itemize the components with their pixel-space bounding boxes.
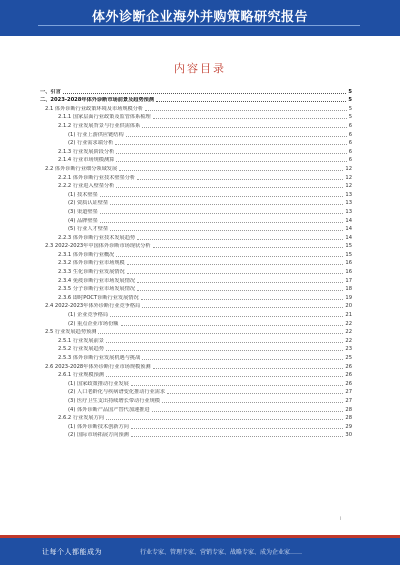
toc-entry-page: 6 bbox=[348, 122, 352, 129]
toc-entry[interactable] bbox=[40, 361, 352, 370]
toc-entry-label: 2.1.1 国家层面行业政策及监管体系梳理 bbox=[58, 114, 151, 121]
toc-leader-dots bbox=[142, 307, 343, 308]
page-marker: i bbox=[340, 516, 342, 522]
toc-leader-dots bbox=[137, 282, 343, 283]
toc-entry-page: 27 bbox=[345, 397, 352, 404]
toc-entry-page: 13 bbox=[345, 191, 352, 198]
toc-entry-page: 26 bbox=[345, 363, 352, 370]
toc-entry[interactable] bbox=[40, 155, 352, 164]
toc-leader-dots bbox=[116, 256, 343, 257]
toc-entry-page: 15 bbox=[345, 251, 352, 258]
toc-entry-page: 22 bbox=[345, 320, 352, 327]
toc-entry[interactable] bbox=[40, 327, 352, 336]
toc-leader-dots bbox=[131, 436, 344, 437]
toc-entry-label: 2.2 体外诊断行业细分领域发展 bbox=[45, 165, 118, 172]
toc-leader-dots bbox=[110, 316, 343, 317]
toc-entry-label: (3) 渠道壁垒 bbox=[68, 208, 98, 215]
toc-entry-label: (3) 医疗卫生支出持续增长带动行业规模 bbox=[68, 397, 160, 404]
toc-leader-dots bbox=[153, 247, 344, 248]
toc-entry-label: 2.6.1 行业规模预测 bbox=[58, 372, 104, 379]
toc-entry-page: 16 bbox=[345, 269, 352, 276]
toc-entry-page: 15 bbox=[345, 243, 352, 250]
toc-entry[interactable] bbox=[40, 275, 352, 284]
toc-entry-label: (1) 体外诊断技术创新方向 bbox=[68, 423, 129, 430]
toc-entry[interactable] bbox=[40, 370, 352, 379]
toc-entry-page: 13 bbox=[345, 208, 352, 215]
toc-entry[interactable] bbox=[40, 249, 352, 258]
toc-leader-dots bbox=[121, 325, 344, 326]
toc-leader-dots bbox=[63, 93, 347, 94]
toc-leader-dots bbox=[100, 222, 344, 223]
toc-entry-label: (2) 资质认证壁垒 bbox=[68, 200, 109, 207]
toc-entry[interactable] bbox=[40, 198, 352, 207]
toc-entry-label: (5) 行业人才壁垒 bbox=[68, 226, 109, 233]
toc-entry[interactable] bbox=[40, 387, 352, 396]
toc-entry-page: 28 bbox=[345, 406, 352, 413]
toc-leader-dots bbox=[153, 118, 347, 119]
toc-entry-label: 2.2.2 行业进入壁垒分析 bbox=[58, 183, 115, 190]
toc-entry-label: (1) 企业竞争格局 bbox=[68, 312, 109, 319]
toc-entry[interactable] bbox=[40, 378, 352, 387]
toc-leader-dots bbox=[110, 204, 343, 205]
toc-entry[interactable] bbox=[40, 120, 352, 129]
toc-heading: 内容目录 bbox=[174, 62, 226, 75]
toc-leader-dots bbox=[98, 333, 343, 334]
footer-accent-bar bbox=[0, 535, 400, 538]
toc-entry-page: 30 bbox=[345, 432, 352, 439]
toc-entry-page: 27 bbox=[345, 389, 352, 396]
toc-leader-dots bbox=[106, 419, 343, 420]
toc-entry[interactable] bbox=[40, 181, 352, 190]
report-title: 体外诊断企业海外并购策略研究报告 bbox=[91, 10, 308, 25]
toc-entry-page: 17 bbox=[345, 277, 352, 284]
toc-leader-dots bbox=[106, 342, 343, 343]
toc-leader-dots bbox=[137, 179, 343, 180]
toc-entry-page: 22 bbox=[345, 329, 352, 336]
table-of-contents bbox=[40, 86, 352, 506]
toc-leader-dots bbox=[131, 428, 344, 429]
toc-entry-label: (1) 技术壁垒 bbox=[68, 191, 98, 198]
toc-entry[interactable] bbox=[40, 421, 352, 430]
toc-entry-page: 6 bbox=[348, 131, 352, 138]
toc-leader-dots bbox=[141, 299, 344, 300]
toc-leader-dots bbox=[119, 170, 343, 171]
toc-leader-dots bbox=[116, 153, 346, 154]
toc-entry[interactable] bbox=[40, 138, 352, 147]
toc-entry-page: 12 bbox=[345, 165, 352, 172]
toc-entry-label: 2.6 2023-2028年体外诊断行业市场规模预测 bbox=[45, 363, 151, 370]
toc-entry-page: 12 bbox=[345, 183, 352, 190]
toc-entry[interactable] bbox=[40, 430, 352, 439]
toc-entry-page: 26 bbox=[345, 372, 352, 379]
toc-entry-page: 16 bbox=[345, 260, 352, 267]
toc-entry-label: 2.3.4 免疫诊断行业市场发展情况 bbox=[58, 277, 136, 284]
toc-leader-dots bbox=[137, 290, 343, 291]
toc-entry-label: 2.3.3 生化诊断行业发展情况 bbox=[58, 269, 125, 276]
toc-leader-dots bbox=[106, 350, 343, 351]
toc-entry-label: 2.1.4 行业市场规模测算 bbox=[58, 157, 115, 164]
toc-entry-label: 一、引言 bbox=[40, 88, 61, 95]
toc-entry-label: 2.1.2 行业发展背景与行业供需体系 bbox=[58, 122, 141, 129]
toc-leader-dots bbox=[145, 110, 347, 111]
toc-leader-dots bbox=[137, 239, 343, 240]
toc-entry-label: 2.2.3 体外诊断行业技术发展趋势 bbox=[58, 234, 136, 241]
toc-entry[interactable] bbox=[40, 258, 352, 267]
toc-entry-label: 2.3.2 体外诊断行业市场规模 bbox=[58, 260, 125, 267]
toc-entry-label: (4) 体外诊断产品国产替代加速推进 bbox=[68, 406, 150, 413]
toc-entry[interactable] bbox=[40, 172, 352, 181]
toc-entry[interactable] bbox=[40, 215, 352, 224]
toc-entry[interactable] bbox=[40, 309, 352, 318]
toc-entry[interactable] bbox=[40, 189, 352, 198]
toc-entry-page: 14 bbox=[345, 226, 352, 233]
toc-entry-label: 2.1 体外诊断行业政策环境及市场规模分析 bbox=[45, 105, 144, 112]
toc-entry-page: 6 bbox=[348, 148, 352, 155]
toc-entry-page: 22 bbox=[345, 337, 352, 344]
toc-leader-dots bbox=[100, 196, 344, 197]
toc-entry-page: 21 bbox=[345, 312, 352, 319]
toc-leader-dots bbox=[142, 359, 343, 360]
toc-entry[interactable] bbox=[40, 352, 352, 361]
toc-leader-dots bbox=[153, 368, 344, 369]
toc-entry-label: 2.4 2022-2023年体外诊断行业竞争格局 bbox=[45, 303, 141, 310]
toc-leader-dots bbox=[127, 273, 344, 274]
toc-entry-label: 2.5.1 行业发展前景 bbox=[58, 337, 104, 344]
toc-entry[interactable] bbox=[40, 206, 352, 215]
toc-entry-page: 26 bbox=[345, 380, 352, 387]
toc-leader-dots bbox=[152, 411, 344, 412]
toc-leader-dots bbox=[167, 393, 343, 394]
toc-entry-label: 2.5 行业发展趋势预测 bbox=[45, 329, 97, 336]
toc-entry-label: 2.2.1 体外诊断行业技术壁垒分析 bbox=[58, 174, 136, 181]
toc-leader-dots bbox=[106, 376, 343, 377]
toc-entry[interactable] bbox=[40, 86, 352, 95]
toc-entry-page: 5 bbox=[348, 105, 352, 112]
toc-entry-page: 5 bbox=[348, 97, 352, 104]
toc-leader-dots bbox=[110, 230, 343, 231]
footer-slogan: 让每个人都能成为 bbox=[42, 548, 102, 556]
toc-entry-label: 2.1.3 行业发展阶段分析 bbox=[58, 148, 115, 155]
toc-leader-dots bbox=[142, 127, 346, 128]
toc-entry-label: (2) 行业需求端分析 bbox=[68, 140, 114, 147]
toc-leader-dots bbox=[162, 402, 343, 403]
toc-leader-dots bbox=[100, 213, 344, 214]
toc-entry[interactable] bbox=[40, 241, 352, 250]
toc-entry-label: (1) 行业上游供应链结构 bbox=[68, 131, 124, 138]
toc-entry-page: 25 bbox=[345, 355, 352, 361]
toc-leader-dots bbox=[127, 264, 344, 265]
toc-entry[interactable] bbox=[40, 224, 352, 233]
toc-entry-page: 18 bbox=[345, 286, 352, 293]
toc-entry-label: 2.3 2022-2023年中国体外诊断市场现状分析 bbox=[45, 243, 151, 250]
toc-entry-page: 28 bbox=[345, 415, 352, 422]
toc-entry[interactable] bbox=[40, 395, 352, 404]
toc-entry[interactable] bbox=[40, 112, 352, 121]
toc-entry-label: 2.3.6 即时POCT诊断行业发展情况 bbox=[58, 294, 139, 301]
toc-entry-page: 23 bbox=[345, 346, 352, 353]
toc-entry[interactable] bbox=[40, 413, 352, 422]
toc-entry[interactable] bbox=[40, 284, 352, 293]
toc-entry-page: 6 bbox=[348, 157, 352, 164]
toc-entry[interactable] bbox=[40, 232, 352, 241]
toc-entry-label: 2.5.3 体外诊断行业发展机遇与挑战 bbox=[58, 355, 141, 361]
toc-leader-dots bbox=[126, 136, 347, 137]
toc-entry-label: (2) 重点企业市场份额 bbox=[68, 320, 119, 327]
toc-entry[interactable] bbox=[40, 95, 352, 104]
toc-entry-page: 13 bbox=[345, 200, 352, 207]
toc-entry-page: 14 bbox=[345, 234, 352, 241]
toc-leader-dots bbox=[115, 144, 346, 145]
toc-entry[interactable] bbox=[40, 344, 352, 353]
toc-entry-label: 2.5.2 行业发展趋势 bbox=[58, 346, 104, 353]
header-divider bbox=[38, 25, 360, 26]
toc-leader-dots bbox=[116, 161, 346, 162]
toc-entry-page: 5 bbox=[348, 114, 352, 121]
toc-entry[interactable] bbox=[40, 335, 352, 344]
toc-entry[interactable] bbox=[40, 404, 352, 413]
toc-entry[interactable] bbox=[40, 103, 352, 112]
toc-entry[interactable] bbox=[40, 266, 352, 275]
footer-banner bbox=[0, 535, 400, 565]
toc-entry[interactable] bbox=[40, 129, 352, 138]
toc-entry-page: 14 bbox=[345, 217, 352, 224]
toc-entry-page: 12 bbox=[345, 174, 352, 181]
toc-entry-page: 6 bbox=[348, 140, 352, 147]
toc-entry[interactable] bbox=[40, 292, 352, 301]
toc-entry[interactable] bbox=[40, 318, 352, 327]
toc-entry-label: (2) 国际市场拓展方向预测 bbox=[68, 432, 129, 439]
toc-entry-page: 5 bbox=[348, 88, 352, 95]
toc-leader-dots bbox=[131, 385, 344, 386]
toc-entry[interactable] bbox=[40, 163, 352, 172]
header-banner bbox=[0, 0, 400, 36]
toc-entry-page: 20 bbox=[345, 303, 352, 310]
toc-entry-page: 19 bbox=[345, 294, 352, 301]
toc-entry-label: (1) 国家政策推动行业发展 bbox=[68, 380, 129, 387]
toc-entry-page: 29 bbox=[345, 423, 352, 430]
toc-leader-dots bbox=[156, 101, 346, 102]
toc-entry[interactable] bbox=[40, 146, 352, 155]
toc-entry-label: (4) 品牌壁垒 bbox=[68, 217, 98, 224]
toc-entry-label: 二、2023-2028年体外诊断市场前景及趋势预测 bbox=[40, 97, 155, 104]
toc-leader-dots bbox=[116, 187, 343, 188]
toc-entry-label: 2.3.5 分子诊断行业市场发展情况 bbox=[58, 286, 136, 293]
toc-entry-label: 2.6.2 行业发展方向 bbox=[58, 415, 104, 422]
toc-entry-label: (2) 人口老龄化与疾病谱变化推动行业需求 bbox=[68, 389, 166, 396]
toc-entry[interactable] bbox=[40, 301, 352, 310]
toc-entry-label: 2.3.1 体外诊断行业概况 bbox=[58, 251, 115, 258]
footer-tagline: 行业专家、管理专家、营销专家、战略专家、成为企业家…… bbox=[140, 549, 303, 556]
